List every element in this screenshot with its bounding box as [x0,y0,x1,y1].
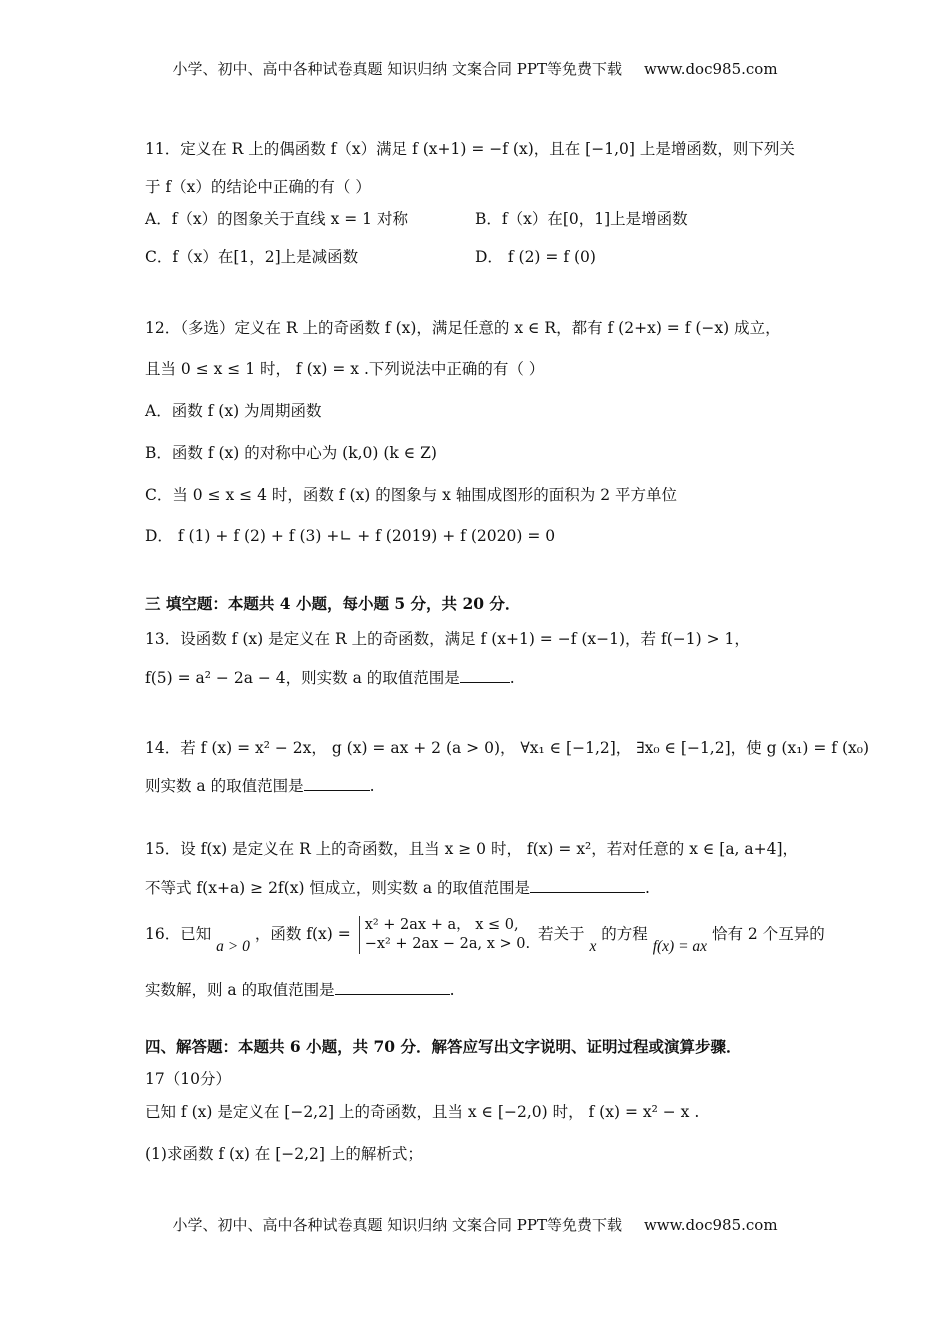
q16-case1: x² + 2ax + a， x ≤ 0, [364,917,519,933]
q17-line2: (1)求函数 f (x) 在 [−2,2] 上的解析式； [145,1145,423,1163]
q17-head: 17（10分） [145,1070,231,1088]
q16-post3: 恰有 2 个互异的 [707,925,825,943]
q11-line2: 于 f（x）的结论中正确的有（ ） [145,178,371,196]
q13-line2 [145,667,515,689]
q12-line2: 且当 0 ≤ x ≤ 1 时， f (x) = x .下列说法中正确的有（ ） [145,360,545,378]
q15-line2 [145,877,650,899]
q16-case2: −x² + 2ax − 2a, x > 0. [364,936,531,952]
q16-mid: ，函数 f(x) = [254,925,351,943]
footer-site: www.doc985.com [643,1216,778,1234]
header-site: www.doc985.com [643,60,778,78]
q15-line2-text: 不等式 f(x+a) ≥ 2f(x) 恒成立，则实数 a 的取值范围是 [145,879,531,897]
q17-line1: 已知 f (x) 是定义在 [−2,2] 上的奇函数，且当 x ∈ [−2,0) 时， f (x) = x² − x . [145,1103,700,1121]
q16-pre: 16．已知 [145,925,212,943]
q16-eq: f(x) = ax [652,938,708,955]
q13-end: . [509,669,515,687]
footer-text: 小学、初中、高中各种试卷真题 知识归纳 文案合同 PPT等免费下载 [172,1216,622,1234]
q12-line1: 12．（多选）定义在 R 上的奇函数 f (x)，满足任意的 x ∈ R，都有 f (2+x) = f (−x) 成立， [145,319,781,337]
q16-piecewise [359,916,530,954]
section-3-title: 三 填空题：本题共 4 小题，每小题 5 分，共 20 分． [145,594,521,613]
page-header [0,58,950,79]
q16-end: . [449,981,455,999]
q11-option-c: C．f（x）在[1，2]上是减函数 [145,248,359,266]
q12-option-a: A．函数 f (x) 为周期函数 [145,402,322,420]
q16-line2-text: 实数解，则 a 的取值范围是 [145,981,335,999]
q13-line2-text: f(5) = a² − 2a − 4，则实数 a 的取值范围是 [145,669,460,687]
q11-options-ab [145,208,813,230]
q14-answer-blank[interactable] [304,776,370,791]
q15-line1: 15．设 f(x) 是定义在 R 上的奇函数，且当 x ≥ 0 时， f(x) = x²，若对任意的 x ∈ [a, a+4]， [145,840,799,858]
q16-post1: 若关于 [533,925,590,943]
q13-line1: 13．设函数 f (x) 是定义在 R 上的奇函数，满足 f (x+1) = −f (x−1)，若 f(−1) > 1， [145,630,750,648]
q16-line1 [145,912,825,957]
q16-var: x [589,938,597,955]
q15-answer-blank[interactable] [530,878,645,893]
q16-post2: 的方程 [596,925,653,943]
header-text: 小学、初中、高中各种试卷真题 知识归纳 文案合同 PPT等免费下载 [172,60,622,78]
q11-option-a: A．f（x）的图象关于直线 x = 1 对称 [145,210,408,228]
q11-option-d: D． f (2) = f (0) [475,248,596,266]
q16-answer-blank[interactable] [335,980,450,995]
page-footer [0,1214,950,1235]
q14-line2 [145,775,375,797]
q12-option-d: D． f (1) + f (2) + f (3) +∟ + f (2019) + f (2020) = 0 [145,527,556,545]
q16-cond: a > 0 [216,938,250,955]
q15-end: . [645,879,650,897]
q11-option-b: B．f（x）在[0，1]上是增函数 [475,210,688,228]
q14-line2-text: 则实数 a 的取值范围是 [145,777,304,795]
q16-line2 [145,979,455,1001]
q14-end: . [369,777,375,795]
q11-options-cd [145,246,813,268]
q12-option-b: B．函数 f (x) 的对称中心为 (k,0) (k ∈ Z) [145,444,437,462]
q12-option-c: C．当 0 ≤ x ≤ 4 时，函数 f (x) 的图象与 x 轴围成图形的面积为 2 平方单位 [145,486,678,504]
q13-answer-blank[interactable] [460,668,510,683]
q14-line1: 14．若 f (x) = x² − 2x， g (x) = ax + 2 (a > 0)， ∀x₁ ∈ [−1,2]， ∃x₀ ∈ [−1,2]，使 g (x₁) = f (x₀) [145,739,870,757]
q11-line1: 11．定义在 R 上的偶函数 f（x）满足 f (x+1) = −f (x)，且在 [−1,0] 上是增函数，则下列关 [145,140,795,158]
section-4-title: 四、解答题：本题共 6 小题，共 70 分．解答应写出文字说明、证明过程或演算步骤． [145,1037,742,1056]
